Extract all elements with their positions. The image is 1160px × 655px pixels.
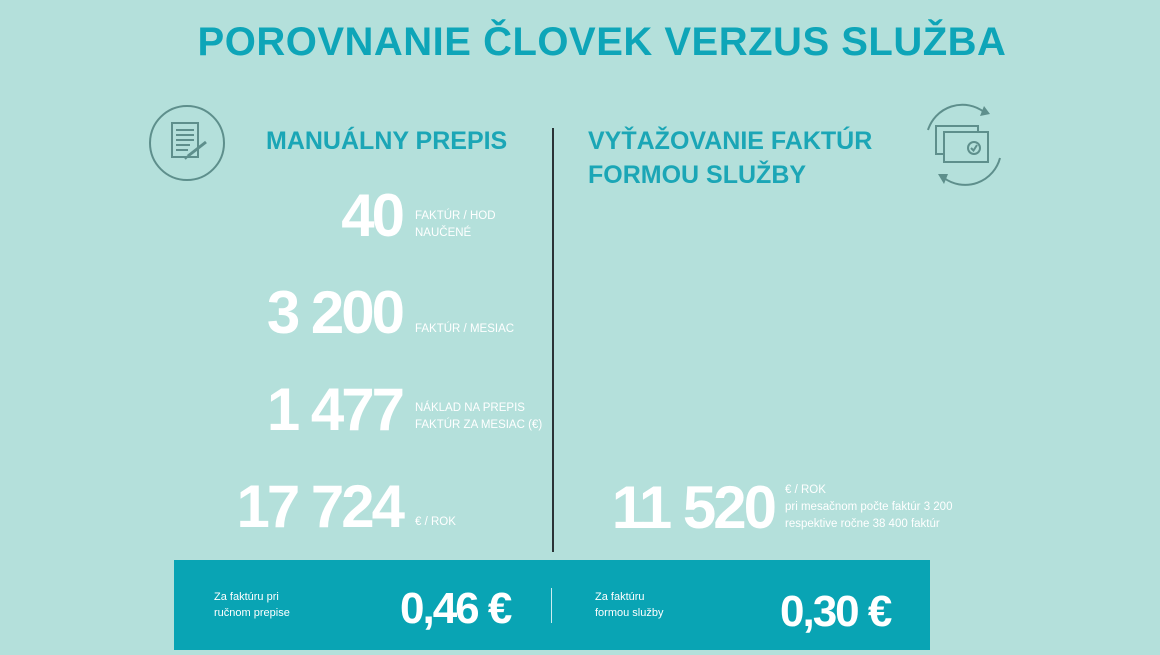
- manual-price-label: [214, 589, 290, 621]
- document-cycle-icon: [914, 102, 1010, 191]
- stat-service-yearly-cost: 11 520: [611, 474, 774, 541]
- stat-monthly-cost-label: [415, 400, 542, 434]
- stat-label-line2: pri mesačnom počte faktúr 3 200: [785, 501, 953, 513]
- stat-service-yearly-cost-label: [785, 482, 952, 533]
- left-heading: MANUÁLNY PREPIS: [266, 127, 508, 155]
- stat-monthly-cost: 1 477: [266, 376, 402, 443]
- stat-label-line1: FAKTÚR / MESIAC: [415, 323, 515, 335]
- stat-label-line2: NAUČENÉ: [415, 227, 472, 239]
- stat-label-line2: FAKTÚR ZA MESIAC (€): [415, 419, 543, 431]
- bar-label-line1: Za faktúru pri: [214, 591, 279, 603]
- stat-invoices-per-month-label: [415, 321, 514, 338]
- stat-invoices-per-hour-label: [415, 208, 496, 242]
- bar-divider: [551, 588, 552, 623]
- column-divider: [552, 128, 554, 552]
- manual-price-value: 0,46 €: [400, 584, 511, 633]
- stat-invoices-per-month: 3 200: [266, 279, 402, 346]
- page-title: POROVNANIE ČLOVEK VERZUS SLUŽBA: [197, 20, 1007, 64]
- stat-label-line1: € / ROK: [785, 484, 826, 496]
- price-per-invoice-bar: [174, 560, 930, 650]
- stat-label-line1: FAKTÚR / HOD: [415, 210, 496, 222]
- bar-label-line2: formou služby: [595, 607, 664, 619]
- bar-label-line2: ručnom prepise: [214, 607, 290, 619]
- stat-label-line3: respektive ročne 38 400 faktúr: [785, 518, 940, 530]
- service-price-value: 0,30 €: [780, 587, 891, 636]
- stat-label-line1: € / ROK: [415, 516, 456, 528]
- right-heading: [588, 124, 872, 192]
- stat-invoices-per-hour: 40: [341, 182, 402, 249]
- right-heading-line2: FORMOU SLUŽBY: [588, 161, 807, 189]
- document-pen-icon: [148, 104, 226, 187]
- service-price-label: [595, 589, 663, 621]
- stat-label-line1: NÁKLAD NA PREPIS: [415, 402, 525, 414]
- right-heading-line1: VYŤAŽOVANIE FAKTÚR: [588, 127, 873, 155]
- stat-yearly-cost-label: [415, 514, 456, 531]
- stat-yearly-cost: 17 724: [236, 473, 402, 540]
- bar-label-line1: Za faktúru: [595, 591, 645, 603]
